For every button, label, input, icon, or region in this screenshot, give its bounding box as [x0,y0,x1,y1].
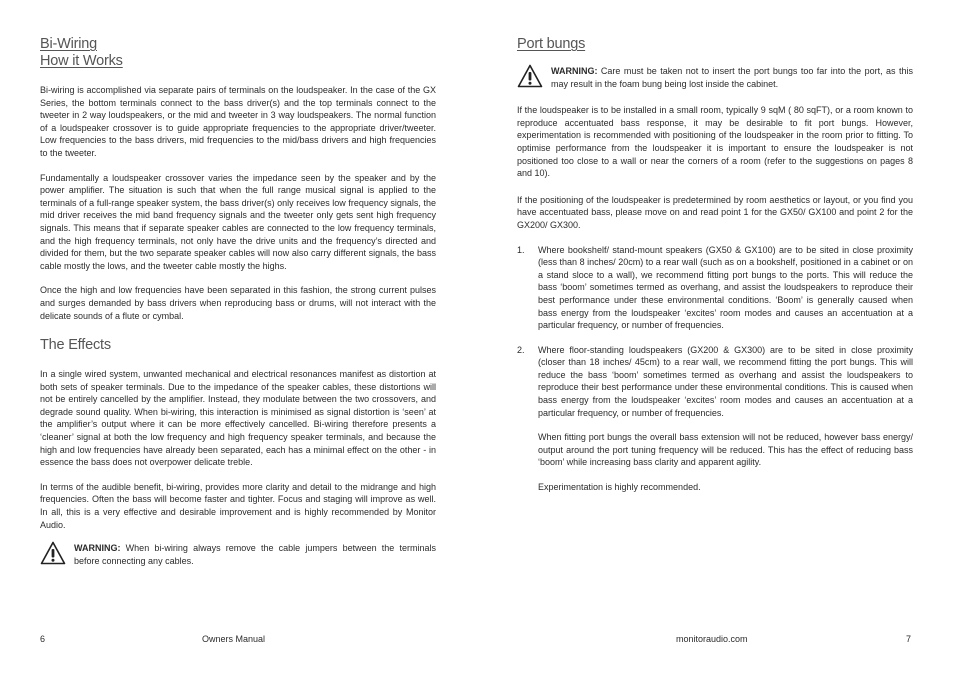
paragraph: If the loudspeaker is to be installed in a small room, typically 9 sqM ( 80 sqFT), or a room known to reproduce accentuated bass response, it may be desirable to fit port bungs. However, experimentation is recommended with positioning of the loudspeaker in the room prior to fitting. To optimise performance from the loudspeaker it is important to ensure the loudspeaker is not positioned too close to a wall or near the corners of a room (refer to the suggestions on pages 8 and 10). [517,105,913,179]
heading-port-bungs [517,36,913,53]
list-number: 1. [517,244,525,255]
heading-bi-wiring [40,36,436,70]
paragraph: Once the high and low frequencies have been separated in this fashion, the strong current pulses and surges demanded by bass drivers when reproducing bass or drums, will not interact with the delicate sounds of a flute or cymbal. [40,285,436,321]
paragraph: In a single wired system, unwanted mechanical and electrical resonances manifest as distortion at both sets of speaker terminals. Due to the impedance of the speaker cables, these distortions will not be entirely cancelled by the amplifier. Instead, they modulate between the two crossovers, and degrade sound quality. When bi-wiring, this interaction is minimised as signal distortion is ‘seen’ at the amplifier’s output where it can be more effectively cancelled. Bi-wiring therefore presents a ‘cleaner’ signal at both the low frequency and high frequency speaker terminals, and because the high and low frequencies have already been separated, each has a minimal effect on the other - in essence the bass does not overpower delicate treble. [40,369,436,468]
footer-website: monitoraudio.com [676,634,748,644]
warning-label: WARNING: [551,66,598,76]
warning-text [551,65,913,90]
warning-body: Care must be taken not to insert the port bungs too far into the port, as this may result in the foam bung being lost inside the cabinet. [551,66,913,89]
warning-triangle-icon [517,64,543,88]
list-item-text: Where bookshelf/ stand-mount speakers (GX50 & GX100) are to be sited in close proximity (less than 8 inches/ 20cm) to a rear wall (such as on a bookshelf, positioned in a cabinet or on a stand sloce to a wall), we recommend fitting port bungs to the ports. This will reduce the bass ‘boom’ sometimes termed as overhang, and assist the loudspeakers to reproduce their best performance under these environmental conditions. ‘Boom’ is generally caused when bass energy from the loudspeaker ‘excites’ room modes and causes an accentuation at a particular frequency, or number of frequencies. [538,244,913,331]
heading-the-effects: The Effects [40,337,111,354]
warning-label: WARNING: [74,543,121,554]
heading-port-bungs-text: Port bungs [517,36,586,52]
warning-body: When bi-wiring always remove the cable jumpers between the terminals before connecting any cables. [74,543,436,566]
warning-box [517,65,913,90]
footer-title: Owners Manual [202,634,266,644]
page-number-left: 6 [40,634,46,644]
right-page [517,36,913,494]
list-item-text: Where floor-standing loudspeakers (GX200 & GX300) are to be sited in close proximity (closer than 18 inches/ 45cm) to a rear wall, we recommend fitting the port bungs. This will reduce the bass ‘boom’ sometimes termed as overhang and assist the loudspeakers to reproduce their best performance under these environmental conditions. This is caused when bass energy from the loudspeaker ‘excites’ room modes and causes an accentuation at a particular frequency, or number of frequencies. [538,344,913,418]
left-page [40,36,436,567]
list-item-extra: When fitting port bungs the overall bass extension will not be reduced, however bass energy/ output around the port tuning frequency will be reduced. This has the effect of reducing bass ‘boom’ while increasing bass clarity and apparent agility. [538,432,913,468]
heading-bi-wiring-line1: Bi-Wiring [40,36,98,52]
page-number-right: 7 [906,634,912,644]
heading-bi-wiring-line2: How it Works [40,53,123,69]
list-number: 2. [517,344,525,355]
paragraph: Bi-wiring is accomplished via separate pairs of terminals on the loudspeaker. In the case of the GX Series, the bottom terminals connect to the bass driver(s) and the top terminals connect to the tweeter in 2 way loudspeakers, or the mid and tweeter in 3 way loudspeakers. The normal function of a loudspeaker crossover is to guide appropriate frequencies to the appropriate driver/tweeter. Low frequencies to the bass drivers, mid frequencies to the mid/bass drivers and high frequencies to the tweeter. [40,85,436,158]
warning-text [74,542,436,567]
paragraph: Fundamentally a loudspeaker crossover varies the impedance seen by the speaker and by the power amplifier. The situation is such that when the full range musical signal is applied to the terminals of a full-range speaker system, the bass driver(s) only receives low frequency signals, the mid driver receives the mid band frequency signals and the tweeter only gets sent high frequency signals. This means that if separate speaker cables are connected to the low frequency terminals, and the high frequency terminals, not only have the drive units and the frequency’s directed and divided for them, but the two separate speaker cables will now also carry different signals, the bass cable mostly the lows, and the tweeter cable mostly the highs. [40,172,436,271]
paragraph: If the positioning of the loudspeaker is predetermined by room aesthetics or layout, or you find you have accentuated bass, please move on and read point 1 for the GX50/ GX100 and point 2 for the GX200/ GX300. [517,194,913,230]
list-item [517,344,913,494]
paragraph: In terms of the audible benefit, bi-wiring, provides more clarity and detail to the midrange and high frequencies. Often the bass will become faster and tighter. Focus and staging will improve as well. In all, this is a very effective and desirable improvement and is highly recommended by Monitor Audio. [40,481,436,530]
list-item-extra: Experimentation is highly recommended. [538,482,701,493]
warning-box [40,542,436,567]
warning-triangle-icon [40,541,66,565]
numbered-list [517,244,913,494]
list-item [517,244,913,332]
